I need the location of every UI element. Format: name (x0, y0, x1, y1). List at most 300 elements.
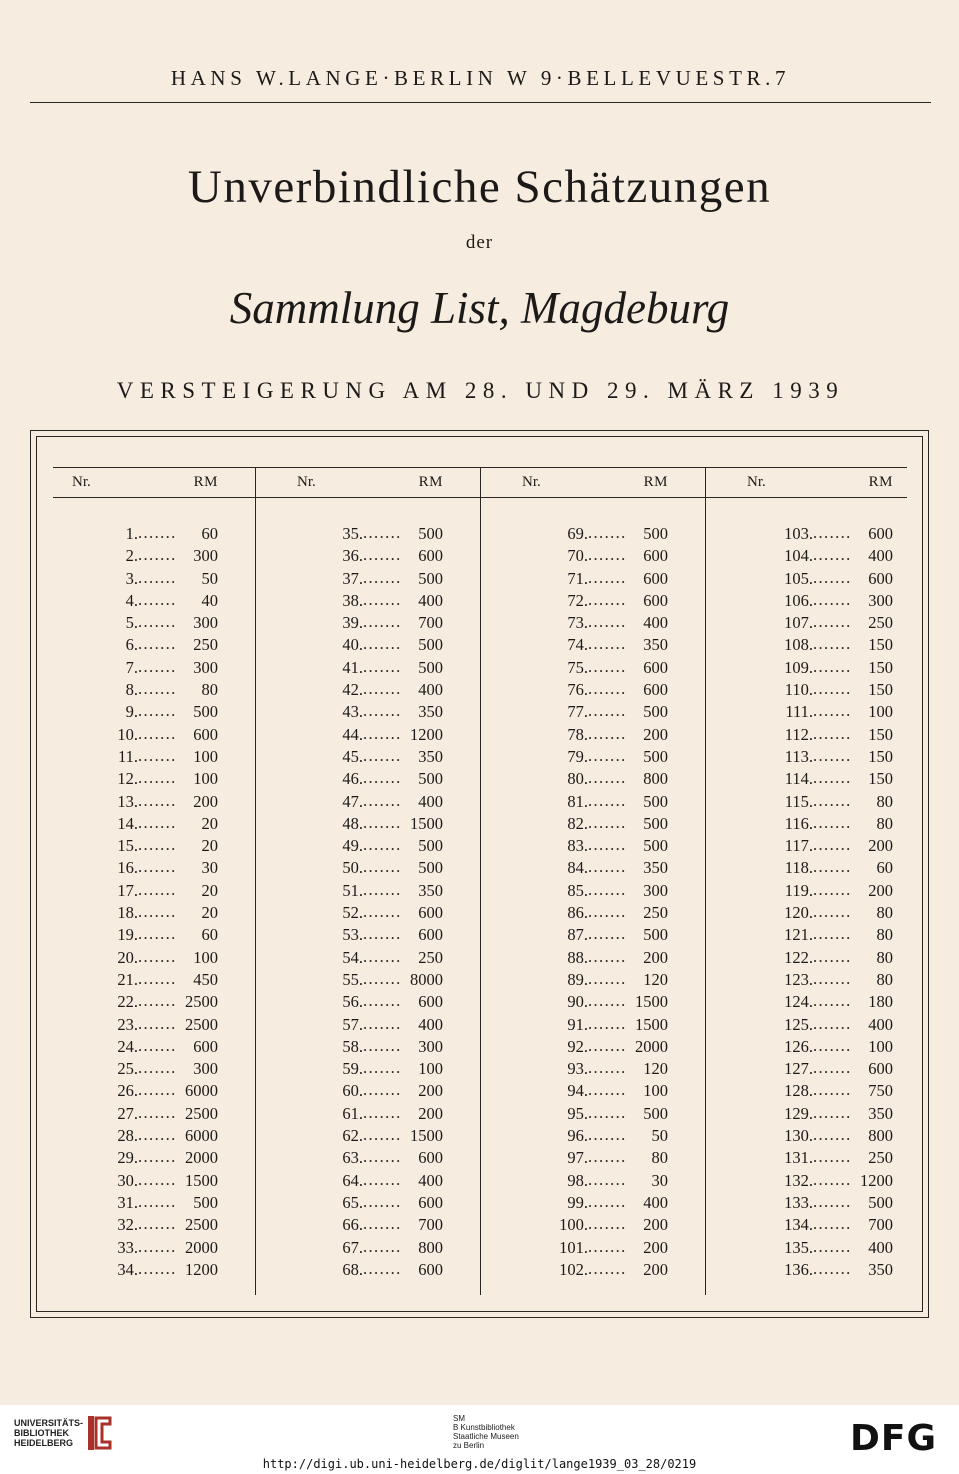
lot-number: 104. (784, 546, 813, 566)
lot-number: 40. (342, 635, 363, 655)
table-row (270, 546, 483, 568)
leader-dots: ....... (813, 701, 852, 721)
lot-number: 9. (125, 702, 138, 722)
estimate-value: 30 (201, 858, 218, 878)
table-row (45, 524, 258, 546)
estimate-value: 600 (193, 1036, 218, 1056)
lot-number: 109. (784, 657, 813, 677)
table-column (720, 467, 933, 1279)
lot-number: 99. (567, 1192, 588, 1212)
lot-number: 22. (117, 992, 138, 1012)
estimate-value: 20 (201, 880, 218, 900)
lot-number: 87. (567, 925, 588, 945)
table-row (270, 814, 483, 836)
leader-dots: ....... (588, 991, 627, 1011)
lot-number: 13. (117, 791, 138, 811)
estimate-value: 20 (201, 813, 218, 833)
estimate-value: 100 (868, 702, 893, 722)
table-row (45, 747, 258, 769)
lot-number: 31. (117, 1192, 138, 1212)
lot-number: 122. (784, 947, 813, 967)
estimate-value: 500 (418, 635, 443, 655)
estimate-value: 250 (868, 1148, 893, 1168)
lot-number: 117. (784, 836, 813, 856)
estimate-value: 600 (643, 546, 668, 566)
lot-number: 90. (567, 992, 588, 1012)
table-row (270, 836, 483, 858)
table-row (270, 613, 483, 635)
estimate-value: 1500 (635, 1014, 668, 1034)
estimate-value: 150 (868, 746, 893, 766)
estimate-value: 300 (193, 1059, 218, 1079)
lot-number: 84. (567, 858, 588, 878)
leader-dots: ....... (813, 1102, 852, 1122)
leader-dots: ....... (813, 545, 852, 565)
table-row (495, 1260, 708, 1282)
table-row (495, 725, 708, 747)
estimate-value: 150 (868, 680, 893, 700)
leader-dots: ....... (138, 924, 177, 944)
leader-dots: ....... (138, 545, 177, 565)
lot-number: 121. (784, 925, 813, 945)
estimate-value: 6000 (185, 1081, 218, 1101)
estimate-value: 80 (201, 680, 218, 700)
table-row (45, 1081, 258, 1103)
leader-dots: ....... (363, 723, 402, 743)
estimate-value: 350 (868, 1103, 893, 1123)
table-row (45, 569, 258, 591)
table-row (45, 546, 258, 568)
estimate-value: 600 (643, 657, 668, 677)
leader-dots: ....... (813, 924, 852, 944)
lot-number: 1. (125, 524, 138, 543)
estimate-value: 80 (876, 813, 893, 833)
leader-dots: ....... (813, 1169, 852, 1189)
table-row (720, 524, 933, 546)
estimate-value: 80 (876, 903, 893, 923)
table-row (45, 792, 258, 814)
table-row (45, 591, 258, 613)
lot-number: 75. (567, 657, 588, 677)
sm-kunstbibliothek-credit: SM B Kunstbibliothek Staatliche Museen zu Berlin (453, 1414, 519, 1450)
estimate-value: 100 (868, 1036, 893, 1056)
leader-dots: ....... (588, 634, 627, 654)
estimate-value: 350 (418, 702, 443, 722)
estimate-value: 180 (868, 992, 893, 1012)
lot-number: 23. (117, 1014, 138, 1034)
leader-dots: ....... (363, 679, 402, 699)
leader-dots: ....... (363, 1058, 402, 1078)
table-row (270, 948, 483, 970)
estimate-value: 1500 (410, 1126, 443, 1146)
table-row (495, 1104, 708, 1126)
lot-number: 50. (342, 858, 363, 878)
lot-number: 78. (567, 724, 588, 744)
leader-dots: ....... (363, 1080, 402, 1100)
leader-dots: ....... (813, 567, 852, 587)
leader-dots: ....... (138, 835, 177, 855)
leader-dots: ....... (363, 1169, 402, 1189)
leader-dots: ....... (138, 1102, 177, 1122)
lot-number: 47. (342, 791, 363, 811)
auction-date: VERSTEIGERUNG AM 28. UND 29. MÄRZ 1939 (116, 378, 845, 403)
lot-number: 114. (784, 769, 813, 789)
lot-number: 46. (342, 769, 363, 789)
leader-dots: ....... (138, 968, 177, 988)
table-row (45, 1215, 258, 1237)
table-row (270, 635, 483, 657)
estimate-value: 60 (201, 925, 218, 945)
leader-dots: ....... (138, 723, 177, 743)
leader-dots: ....... (138, 1058, 177, 1078)
table-column (270, 467, 483, 1279)
lot-number: 112. (784, 724, 813, 744)
lot-number: 8. (125, 680, 138, 700)
estimate-value: 500 (193, 702, 218, 722)
leader-dots: ....... (813, 1125, 852, 1145)
lot-number: 105. (784, 568, 813, 588)
lot-number: 65. (342, 1192, 363, 1212)
leader-dots: ....... (363, 1013, 402, 1033)
estimate-value: 350 (418, 746, 443, 766)
table-row (720, 1193, 933, 1215)
lot-number: 49. (342, 836, 363, 856)
lot-number: 28. (117, 1126, 138, 1146)
table-row (270, 992, 483, 1014)
estimate-value: 600 (193, 724, 218, 744)
leader-dots: ....... (138, 1214, 177, 1234)
estimate-value: 200 (868, 880, 893, 900)
estimate-value: 60 (201, 524, 218, 543)
lot-number: 11. (117, 746, 138, 766)
leader-dots: ....... (363, 701, 402, 721)
estimate-value: 600 (418, 1259, 443, 1279)
lot-number: 66. (342, 1215, 363, 1235)
leader-dots: ....... (813, 1080, 852, 1100)
lot-number: 85. (567, 880, 588, 900)
leader-dots: ....... (588, 835, 627, 855)
table-row (45, 613, 258, 635)
leader-dots: ....... (138, 857, 177, 877)
lot-number: 20. (117, 947, 138, 967)
table-row (495, 1059, 708, 1081)
leader-dots: ....... (588, 812, 627, 832)
leader-dots: ....... (588, 1236, 627, 1256)
lot-number: 27. (117, 1103, 138, 1123)
table-row (495, 613, 708, 635)
leader-dots: ....... (138, 1258, 177, 1278)
leader-dots: ....... (138, 701, 177, 721)
leader-dots: ....... (363, 656, 402, 676)
estimate-value: 400 (418, 590, 443, 610)
table-row (720, 792, 933, 814)
estimate-value: 150 (868, 635, 893, 655)
table-row (720, 881, 933, 903)
lot-number: 113. (784, 746, 813, 766)
estimate-value: 300 (193, 657, 218, 677)
lot-number: 119. (784, 880, 813, 900)
column-header (720, 467, 933, 497)
lot-number: 83. (567, 836, 588, 856)
table-row (270, 1215, 483, 1237)
estimate-value: 500 (193, 1192, 218, 1212)
leader-dots: ....... (588, 879, 627, 899)
leader-dots: ....... (138, 1236, 177, 1256)
table-row (270, 970, 483, 992)
lot-number: 107. (784, 613, 813, 633)
leader-dots: ....... (813, 1013, 852, 1033)
header-rm: RM (193, 474, 218, 490)
estimate-value: 600 (418, 992, 443, 1012)
leader-dots: ....... (813, 968, 852, 988)
table-row (270, 1015, 483, 1037)
leader-dots: ....... (363, 812, 402, 832)
leader-dots: ....... (138, 745, 177, 765)
leader-dots: ....... (813, 879, 852, 899)
table-row (720, 635, 933, 657)
leader-dots: ....... (363, 991, 402, 1011)
leader-dots: ....... (813, 768, 852, 788)
lot-number: 42. (342, 680, 363, 700)
page-title: Unverbindliche Schätzungen (187, 161, 772, 213)
table-row (495, 680, 708, 702)
lot-number: 133. (784, 1192, 813, 1212)
header-nr: Nr. (297, 474, 316, 490)
lot-number: 98. (567, 1170, 588, 1190)
table-row (495, 1193, 708, 1215)
table-row (495, 903, 708, 925)
leader-dots: ....... (363, 523, 402, 542)
table-row (45, 725, 258, 747)
leader-dots: ....... (138, 567, 177, 587)
leader-dots: ....... (588, 1169, 627, 1189)
lot-number: 54. (342, 947, 363, 967)
lot-number: 80. (567, 769, 588, 789)
estimate-value: 600 (643, 568, 668, 588)
table-row (270, 1037, 483, 1059)
table-row (45, 1015, 258, 1037)
table-row (270, 881, 483, 903)
lot-number: 62. (342, 1126, 363, 1146)
leader-dots: ....... (363, 1214, 402, 1234)
estimate-value: 50 (651, 1126, 668, 1146)
table-row (495, 546, 708, 568)
table-row (720, 1126, 933, 1148)
table-row (720, 747, 933, 769)
estimate-value: 500 (643, 813, 668, 833)
lot-number: 26. (117, 1081, 138, 1101)
lot-number: 120. (784, 903, 813, 923)
leader-dots: ....... (363, 634, 402, 654)
lot-number: 131. (784, 1148, 813, 1168)
estimate-value: 80 (876, 791, 893, 811)
leader-dots: ....... (813, 1258, 852, 1278)
leader-dots: ....... (138, 790, 177, 810)
lot-number: 51. (342, 880, 363, 900)
estimate-value: 600 (418, 903, 443, 923)
lot-number: 52. (342, 903, 363, 923)
leader-dots: ....... (588, 790, 627, 810)
table-row (720, 814, 933, 836)
lot-number: 123. (784, 969, 813, 989)
leader-dots: ....... (588, 902, 627, 922)
leader-dots: ....... (363, 968, 402, 988)
lot-number: 118. (784, 858, 813, 878)
header-nr: Nr. (747, 474, 766, 490)
table-row (45, 680, 258, 702)
lot-number: 38. (342, 590, 363, 610)
estimate-value: 100 (643, 1081, 668, 1101)
estimate-value: 400 (643, 1192, 668, 1212)
header-rm: RM (418, 474, 443, 490)
estimate-value: 600 (418, 925, 443, 945)
lot-number: 127. (784, 1059, 813, 1079)
estimate-value: 500 (418, 769, 443, 789)
estimate-value: 600 (418, 1192, 443, 1212)
lot-number: 129. (784, 1103, 813, 1123)
header-rule (30, 102, 931, 103)
table-row (270, 1260, 483, 1282)
table-row (45, 635, 258, 657)
table-row (720, 658, 933, 680)
estimate-value: 500 (418, 568, 443, 588)
lot-number: 91. (567, 1014, 588, 1034)
lot-number: 37. (342, 568, 363, 588)
leader-dots: ....... (363, 1236, 402, 1256)
leader-dots: ....... (588, 1147, 627, 1167)
leader-dots: ....... (813, 1035, 852, 1055)
leader-dots: ....... (363, 902, 402, 922)
lot-number: 36. (342, 546, 363, 566)
source-url[interactable]: http://digi.ub.uni-heidelberg.de/diglit/lange1939_03_28/0219 (262, 1457, 697, 1471)
estimate-value: 300 (193, 613, 218, 633)
table-row (720, 680, 933, 702)
table-row (495, 814, 708, 836)
lot-number: 77. (567, 702, 588, 722)
estimate-value: 600 (418, 1148, 443, 1168)
estimate-value: 700 (868, 1215, 893, 1235)
leader-dots: ....... (588, 924, 627, 944)
lot-number: 72. (567, 590, 588, 610)
estimate-value: 600 (868, 524, 893, 543)
estimate-value: 500 (868, 1192, 893, 1212)
lot-number: 57. (342, 1014, 363, 1034)
table-row (270, 1104, 483, 1126)
lot-number: 53. (342, 925, 363, 945)
leader-dots: ....... (138, 1191, 177, 1211)
estimate-value: 80 (651, 1148, 668, 1168)
leader-dots: ....... (588, 968, 627, 988)
lot-number: 94. (567, 1081, 588, 1101)
table-row (45, 658, 258, 680)
lot-number: 39. (342, 613, 363, 633)
leader-dots: ....... (588, 1125, 627, 1145)
leader-dots: ....... (588, 1102, 627, 1122)
lot-number: 134. (784, 1215, 813, 1235)
lot-number: 70. (567, 546, 588, 566)
table-row (720, 546, 933, 568)
lot-number: 102. (559, 1259, 588, 1279)
leader-dots: ....... (138, 1080, 177, 1100)
table-row (45, 948, 258, 970)
estimate-value: 500 (418, 657, 443, 677)
table-row (45, 1037, 258, 1059)
table-row (270, 1059, 483, 1081)
leader-dots: ....... (588, 1013, 627, 1033)
estimate-value: 500 (643, 746, 668, 766)
leader-dots: ....... (588, 523, 627, 542)
estimate-value: 100 (418, 1059, 443, 1079)
table-row (720, 569, 933, 591)
estimate-value: 800 (418, 1237, 443, 1257)
table-row (720, 948, 933, 970)
estimate-value: 50 (201, 568, 218, 588)
column-header (495, 467, 708, 497)
leader-dots: ....... (138, 679, 177, 699)
estimate-value: 2000 (185, 1237, 218, 1257)
estimate-value: 500 (643, 1103, 668, 1123)
leader-dots: ....... (363, 1035, 402, 1055)
estimate-value: 300 (193, 546, 218, 566)
header-rm: RM (868, 474, 893, 490)
table-row (720, 1215, 933, 1237)
lot-number: 69. (567, 524, 588, 543)
estimate-value: 400 (868, 546, 893, 566)
table-row (45, 1260, 258, 1282)
table-row (720, 613, 933, 635)
lot-number: 34. (117, 1259, 138, 1279)
table-row (495, 1015, 708, 1037)
lot-number: 29. (117, 1148, 138, 1168)
estimate-value: 600 (418, 546, 443, 566)
estimate-value: 150 (868, 657, 893, 677)
lot-number: 59. (342, 1059, 363, 1079)
estimate-value: 120 (643, 969, 668, 989)
estimate-value: 80 (876, 969, 893, 989)
header-rm: RM (643, 474, 668, 490)
lot-number: 25. (117, 1059, 138, 1079)
estimate-value: 2500 (185, 1103, 218, 1123)
estimate-value: 40 (201, 590, 218, 610)
table-row (495, 792, 708, 814)
estimate-value: 500 (643, 524, 668, 543)
estimate-value: 20 (201, 836, 218, 856)
leader-dots: ....... (588, 723, 627, 743)
lot-number: 60. (342, 1081, 363, 1101)
estimate-value: 200 (643, 724, 668, 744)
leader-dots: ....... (813, 812, 852, 832)
estimate-value: 400 (418, 1014, 443, 1034)
lot-number: 18. (117, 903, 138, 923)
estimate-value: 350 (418, 880, 443, 900)
estimate-value: 400 (418, 791, 443, 811)
lot-number: 58. (342, 1036, 363, 1056)
table-row (720, 725, 933, 747)
estimate-value: 2500 (185, 992, 218, 1012)
lot-number: 136. (784, 1259, 813, 1279)
leader-dots: ....... (363, 879, 402, 899)
estimate-value: 1500 (185, 1170, 218, 1190)
table-row (45, 814, 258, 836)
ub-heidelberg-mark-icon (86, 1414, 114, 1452)
publisher-header: HANS W.LANGE·BERLIN W 9·BELLEVUESTR.7 (170, 66, 791, 90)
leader-dots: ....... (138, 589, 177, 609)
lot-number: 101. (559, 1237, 588, 1257)
table-row (495, 1238, 708, 1260)
lot-number: 125. (784, 1014, 813, 1034)
table-row (45, 1126, 258, 1148)
lot-number: 5. (125, 613, 138, 633)
